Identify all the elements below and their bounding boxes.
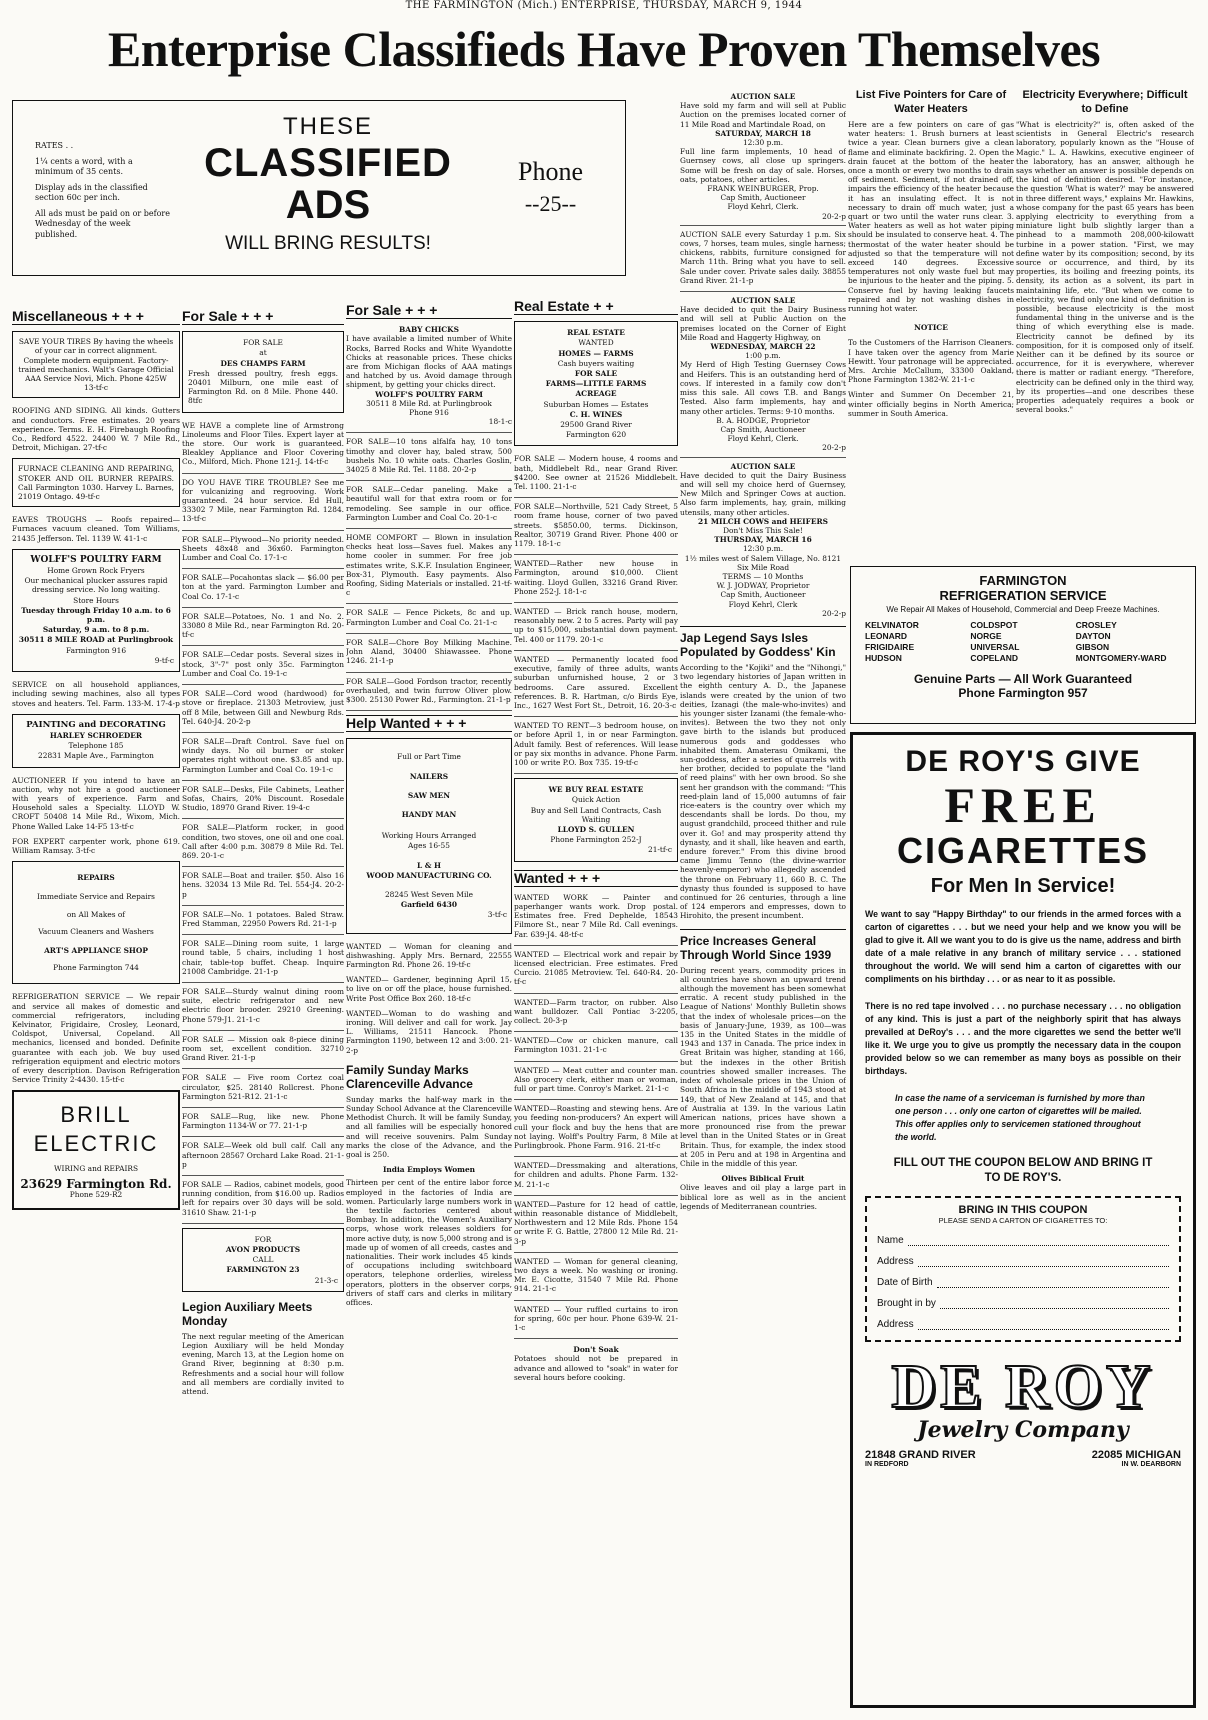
- refrig-brand: UNIVERSAL: [970, 642, 1020, 652]
- refrigeration-service-ad: [850, 566, 1196, 724]
- classified-ad: FOR SALE—Cord wood (hardwood) for stove or fireplace. 21303 Metroview, just off 8 Mile, between Gill and Newburg Rds. Tel. 640-J4. 20-2-p: [182, 689, 344, 726]
- legion-article-body: The next regular meeting of the American Legion Auxiliary will be held Monday evening, March 13, at the Legion home on Grand River, beginning at 8:30 p.m. Refreshments and a social hour will follow and all members are cordially invited to attend.: [182, 1331, 344, 1397]
- column-water-heaters: [848, 86, 1014, 566]
- deroy-logo: DE ROY: [891, 1353, 1155, 1421]
- column-miscellaneous: [12, 310, 180, 1710]
- wines-real-estate-ad: REAL ESTATE WANTED HOMES — FARMS Cash buyers waiting FOR SALE FARMS—LITTLE FARMS ACREAGE Suburban Homes — Estates C. H. WINES 29500 Grand River Farmington 620: [514, 321, 678, 446]
- deroy-address-2-area: IN W. DEARBORN: [1121, 1461, 1181, 1468]
- classified-ad: FOR SALE—Pocahontas slack — $6.00 per ton at the yard. Farmington Lumber and Coal Co. 17-1-c: [182, 573, 344, 601]
- column-auctions: [680, 92, 846, 1710]
- legion-article-title: Legion Auxiliary Meets Monday: [182, 1299, 313, 1328]
- classified-ad: DO YOU HAVE TIRE TROUBLE? See me for vulcanizing and regrooving. Work guaranteed. 24 hour service. Ed Hull, 33302 7 Mile, near Farmington Rd. 1284. 13-tf-c: [182, 477, 344, 524]
- deroy-free: FREE: [944, 777, 1102, 833]
- classified-ad: FOR SALE—Rug, like new. Phone Farmington 1134-W or 77. 21-1-p: [182, 1112, 344, 1131]
- classified-ad: FOR SALE—Cedar paneling. Make a beautiful wall for that extra room or for remodeling. See sample in our office. Farmington Lumber and Coal Co. 20-1-c: [346, 485, 512, 522]
- classified-ad: WANTED—Woman to do washing and ironing. Will deliver and call for work. Jay L. Williams, 21511 Hancock. Phone Farmington 1190, between 12 and 3:00. 21-2-p: [346, 1008, 512, 1055]
- classified-ad: FOR SALE—Potatoes, No. 1 and No. 2. 33080 8 Mile Rd., near Farmington Rd. 20-tf-c: [182, 611, 344, 640]
- rates-line: 1¼ cents a word, with a minimum of 35 cents.: [35, 156, 133, 176]
- classified-ad: FOR SALE—Cedar posts. Several sizes in stock, 3"-7" post only 35c. Farmington Lumber and Coal Co. 19-1-c: [182, 650, 344, 678]
- classified-ad: FOR SALE—10 tons alfalfa hay, 10 tons timothy and clover hay, baled straw, 500 bushels No. 10 white oats. Charles Goslin, 34025 8 Mile Rd. Tel. 1188. 20-2-p: [346, 437, 512, 475]
- section-head-misc: Miscellaneous + + +: [12, 310, 180, 325]
- classified-ad: WANTED — Permanently located food executive, family of three adults, wants suburban unfurnished house, 2 or 3 bedrooms. Care assured. Excellent references. B. R. Hartman, c/o Birds Eye, Inc., 1627 West Fort St., Detroit, 16. 20-3-c: [514, 654, 678, 710]
- brill-electric-ad: BRILL ELECTRIC WIRING and REPAIRS 23629 Farmington Rd. Phone 529-R2: [12, 1090, 180, 1210]
- deroy-addresses: [865, 1449, 1181, 1468]
- notice-title: NOTICE: [914, 323, 948, 333]
- winter-summer-note: Winter and Summer On December 21, winter officially begins in North America; summer in South America.: [848, 390, 1014, 418]
- family-article-body: Sunday marks the half-way mark in the Sunday School Advance at the Clarenceville Methodist Church. It will be family Sunday, and all families will be especially honored and will receive souvenirs. Palm Sunday marks the close of the Advance, and the goal is 250.: [346, 1094, 512, 1159]
- classified-ad: FOR SALE—Platform rocker, in good condition, two stoves, one oil and one coal. Call after 4:00 p.m. 30879 8 Mile Rd. Tel. 869. 20-1-c: [182, 823, 344, 860]
- classified-ad: FOR SALE — Five room Cortez coal circulator, $25. 28140 Rollcrest. Phone Farmington 521-R12. 21-1-c: [182, 1073, 344, 1101]
- classified-ad: FOR SALE — Mission oak 8-piece dining room set, excellent condition. 32710 Grand River. 21-1-p: [182, 1034, 344, 1063]
- page-banner: Enterprise Classifieds Have Proven Themselves: [107, 21, 1101, 77]
- coupon-field[interactable]: [877, 1319, 1169, 1330]
- deroy-address-2: 22085 MICHIGAN: [1091, 1449, 1181, 1461]
- classified-ad: WANTED — Electrical work and repair by licensed electrician. Free estimates. Fred Curcio. 21085 Metroview. Tel. 640-R4. 20-tf-c: [514, 949, 678, 987]
- rates-title: RATES . .: [35, 141, 74, 150]
- classified-ad: FOR EXPERT carpenter work, phone 619. William Ramsay. 3-tf-c: [12, 836, 180, 855]
- classified-ad: WANTED — Brick ranch house, modern, reasonably new. 2 to 5 acres. Party will pay up to $15,000, substantial down payment. Tel. 400 or 1179. 20-1-c: [514, 607, 678, 644]
- classified-ad: FOR SALE—Chore Boy Milking Machine. John Aland, 30400 Shiawassee. Phone 1246. 21-1-p: [346, 637, 512, 666]
- coupon-field[interactable]: [877, 1235, 1169, 1246]
- coupon-field-label: Brought in by: [877, 1298, 936, 1309]
- coupon-field[interactable]: [877, 1256, 1169, 1267]
- coupon-field-label: Address: [877, 1256, 914, 1267]
- coupon-field-label: Date of Birth: [877, 1277, 933, 1288]
- classified-ad: WANTED—Dressmaking and alterations, for children and adults. Phone Farm. 132-M. 21-1-c: [514, 1161, 678, 1189]
- classified-ad: WANTED—Roasting and stewing hens. Are you feeding non-producers? An expert will cull your flock and buy the hens that are not laying. Wolff's Poultry Farm, 8 Mile at Purlingbrook. Phone Farm. 916. 21-tf-c: [514, 1104, 678, 1151]
- price-article-body: During recent years, commodity prices in all countries have shown an upward trend although the movement has been somewhat erratic. A recent study published in the League of Nations' Monthly Bulletin shows that the index of wholesale prices—on the basis of January-June, 1939, as 100—was 135 in the United States in the middle of 1943 and 137 in Canada. The price index in Great Britain was higher, standing at 166, but the indexes in the other British countries showed smaller increases. The index of wholesale prices in the Union of South Africa in the middle of 1943 stood at 149, that of New Zealand at 145, and that of Australia at 139. In the various Latin American nations, prices have shown a more pronounced rise from the prewar level than in the United States or in Great Britain. Thus, for example, the index stood at 205 in Peru and at 198 in Argentina and Chile in the middle of this year.: [680, 965, 846, 1168]
- coupon-sub: PLEASE SEND A CARTON OF CIGARETTES TO:: [938, 1216, 1108, 1225]
- classified-ad: FOR SALE—Draft Control. Save fuel on windy days. No oil burner or stoker operates right without one. $3.85 and up. Farmington Lumber and Coal Co. 19-1-c: [182, 736, 344, 774]
- auction-ad-3: AUCTION SALE Have decided to quit the Dairy Business and will sell at Public Auction on the premises located on the Corner of Eight Mile Road and Haggerty Highway, on WEDNESDAY, MARCH 22 1:00 p.m. My Herd of High Testing Guernsey Cows and Heifers. This is an outstanding herd of cows. If interested in a family cow don't miss this sale. All cows T.B. and Bangs Tested. Also farm implements, hay and many other articles. Terms: 9-10 months. B. A. HODGE, Proprietor Cap Smith, Auctioneer Floyd Kehrl, Clerk. 20-2-p: [680, 296, 846, 453]
- section-head-forsale1: For Sale + + +: [182, 310, 344, 325]
- auction-ad-1: AUCTION SALE Have sold my farm and will sell at Public Auction on the premises located corner of 11 Mile Road and Martindale Road, on SATURDAY, MARCH 18 12:30 p.m. Full line farm implements, 10 head of Guernsey cows, all close up springers. Some will be fresh on day of sale. Horses, oats, potatoes, other articles. FRANK WEINBURGER, Prop. Cap Smith, Auctioneer Floyd Kehrl, Clerk. 20-2-p: [680, 92, 846, 221]
- tires-ad: SAVE YOUR TIRES By having the wheels of your car in correct alignment. Complete modern equipment. Factory-trained mechanics. Walt's Garage Official AAA Service Novi, Mich. Phone 425W 13-tf-c: [12, 331, 180, 398]
- coupon-field-line[interactable]: [918, 1256, 1169, 1267]
- column-for-sale-2: [346, 304, 512, 1710]
- classified-ad: AUCTIONEER If you intend to have an auction, why not hire a good auctioneer with years of experience. Farm and Household sales a Specialty. LLOYD W. CROFT 50408 14 Mile Rd., Wixom, Mich. Phone Walled Lake 14-F5 13-tf-c: [12, 775, 180, 831]
- coupon-fields: [877, 1235, 1169, 1330]
- classified-ad: FOR SALE—Sturdy walnut dining room suite, electric refrigerator and new electric floor brooder. 29210 Greening. Phone 579-J1. 21-1-c: [182, 986, 344, 1024]
- phone-number: --25--: [524, 191, 577, 216]
- jap-article-body: According to the "Kojiki" and the "Nihongi," two legendary histories of Japan written in the eighth century A. D., the Japanese islands were created by the union of two deities, Izanagi (the male-who-invites) and his younger sister Izanami (the female-who-invites). Between the two they not only gave birth to the islands but produced numerous gods and goddesses who inhabited them. Amaterasu Omikami, the sun-goddess, after a series of quarrels with her brother, decided to populate the "land of reed plains" with her own brood. So she sent her grandson with the command: "This reed-plain land of 15,000 autumns of fair rice-eaters is the country over which my descendants shall be lords. Do thou, my august grandchild, proceed thither and rule over it. Go! and may prosperity attend thy dynasty, and it shall, like heaven and earth, endure forever." From this divine brood came Jimmu Tenno (the divine-warrior heavenly-emperor) who allegedly ascended the throne on February 11, 660 B. C. The dynasty thus founded is supposed to have continued for 26 centuries, through a line of 124 emperors and empresses, down to Hirohito, the present incumbent.: [680, 662, 846, 921]
- phone-box: [476, 100, 626, 276]
- coupon-field-label: Address: [877, 1319, 914, 1330]
- refrig-footer-1: Genuine Parts — All Work Guaranteed: [913, 672, 1133, 686]
- refrig-brand: COPELAND: [970, 653, 1019, 663]
- deroy-address-1-area: IN REDFORD: [865, 1461, 909, 1468]
- painting-ad: PAINTING and DECORATING HARLEY SCHROEDER Telephone 185 22831 Maple Ave., Farmington: [12, 714, 180, 768]
- classified-ad: FOR SALE — Modern house, 4 rooms and bath, Middlebelt Rd., near Grand River. $4200. See owner at 21526 Middlebelt. Tel. 1100. 21-1-c: [514, 454, 678, 492]
- coupon-field-label: Name: [877, 1235, 904, 1246]
- deroy-for-men: For Men In Service!: [930, 875, 1116, 897]
- classified-ad: FOR SALE—Plywood—No priority needed. Sheets 48x48 and 36x60. Farmington Lumber and Coal Co. 17-1-c: [182, 534, 344, 563]
- deroy-fill-coupon: FILL OUT THE COUPON BELOW AND BRING IT TO DE ROY'S.: [893, 1157, 1153, 1184]
- deroy-paragraph-3: In case the name of a serviceman is furnished by more than one person . . . only one carton of cigarettes will be mailed. This offer applies only to servicemen stationed throughout the world.: [895, 1093, 1145, 1142]
- refrig-brand: GIBSON: [1075, 642, 1110, 652]
- classified-ad: FOR SALE—Northville, 521 Cady Street, 5 room frame house, corner of two paved streets. $5850.00, terms. Dickinson, Realtor, 30719 Grand River. Phone 400 or 1179. 18-1-c: [514, 502, 678, 549]
- classified-ad: WANTED—Farm tractor, on rubber. Also want bulldozer. Call Pontiac 3-2205, collect. 20-3-p: [514, 997, 678, 1025]
- notice-body: To the Customers of the Harrison Cleaners. I have taken over the agency from Marie Hewitt. Your patronage will be appreciated. Mrs. Archie McCallum, 33300 Oakland, Phone Farmington 1382-W. 21-1-c: [848, 338, 1014, 385]
- classified-ad: FOR SALE—Good Fordson tractor, recently overhauled, and twin furrow Oliver plow. $300. 25130 Power Rd., Farmington. 21-1-p: [346, 676, 512, 704]
- forsale-list-2: [346, 437, 512, 711]
- classified-ad: FOR SALE—Dining room suite, 1 large round table, 5 chairs, including 1 host chair, table-top buffet. Cheap. Inquire 21008 Cambridge. 21-1-p: [182, 939, 344, 976]
- jap-article-title: Jap Legend Says Isles Populated by Goddess' Kin: [680, 626, 846, 659]
- classified-ad: WE HAVE a complete line of Armstrong Linoleums and Floor Tiles. Expert layer at the store. Our work is guaranteed. Bleakley Appliance and Floor Covering Co., Milford, Mich. Phone 121-J. 14-tf-c: [182, 420, 344, 467]
- classified-word: CLASSIFIED: [204, 141, 452, 185]
- water-heater-body: Here are a few pointers on care of gas water heaters: 1. Brush burners at least twice a year. Clean burners give a clean flame and eliminate backfiring. 2. Open the drain faucet at the bottom of the heater once a month or every two months to drain off sediment. Sediment, if not drained off, impairs the efficiency of the heater because it has an insulating effect. It is not necessary to drain off much water, just a quart or two until the water runs clear. 3. Water heaters as well as hot water piping should be insulated to conserve heat. 4. The thermostat of the water heater should be adjusted so that the temperature will not exceed 140 degrees. Excessive temperatures not only waste fuel but may be injurious to the heater and the piping. 5. Conserve fuel by having leaking faucets repaired and by not washing dishes in running hot water.: [848, 120, 1014, 314]
- olive-article-title: Olives Biblical Fruit: [721, 1174, 805, 1184]
- deroy-headline: DE ROY'S GIVE: [905, 745, 1141, 778]
- phone-label: Phone: [518, 157, 583, 186]
- refrig-brand: NORGE: [970, 631, 1002, 641]
- page-folio: THE FARMINGTON (Mich.) ENTERPRISE, THURSDAY, MARCH 9, 1944: [405, 0, 803, 11]
- dont-soak-title: Don't Soak: [573, 1345, 619, 1355]
- classified-ad: WANTED — Meat cutter and counter man. Also grocery clerk, either man or woman, full or part time. Conroy's Market. 21-1-c: [514, 1065, 678, 1093]
- deroy-paragraph-2: There is no red tape involved . . . no purchase necessary . . . no obligation of any kind. This is just a part of the neighborly spirit that has always prevailed at DeRoy's . . . and the more cigarettes we send the better we'll like it. We urge you to give us promptly the necessary data in the coupon provided below so we can remember as many boys as possible on their birthdays.: [865, 1001, 1181, 1076]
- classified-ad: WANTED — Woman for general cleaning, two days a week. No washing or ironing. Mr. E. Cicotte, 31540 7 Mile Rd. Phone 914. 21-1-c: [514, 1256, 678, 1294]
- wanted-list: [514, 893, 678, 1340]
- classified-ad: FOR SALE—Week old bull calf. Call any afternoon 28567 Orchard Lake Road. 21-1-p: [182, 1141, 344, 1169]
- forsale-list: [182, 421, 344, 1224]
- refrig-title-2: REFRIGERATION SERVICE: [939, 588, 1107, 603]
- coupon-field-line[interactable]: [937, 1277, 1169, 1288]
- classified-ad: FOR SALE—Desks, File Cabinets, Leather Sofas, Chairs, 20% Discount. Rosedale Studio, 18970 Grand River. 19-4-c: [182, 784, 344, 813]
- india-article-title: India Employs Women: [382, 1165, 476, 1175]
- refrig-brand: KELVINATOR: [865, 620, 919, 630]
- auction-ad-4: AUCTION SALE Have decided to quit the Dairy Business and will sell my choice herd of Guernsey, New Milch and Springer Cows at auction. Also farm implements, hay, grain, milking utensils, many other articles. 21 MILCH COWS and HEIFERS Don't Miss This Sale! THURSDAY, MARCH 16 12:30 p.m. 1½ miles west of Salem Village, No. 8121 Six Mile Road TERMS — 10 Months W. J. JODWAY, Proprietor Cap Smith, Auctioneer Floyd Kehrl, Clerk 20-2-p: [680, 461, 846, 618]
- classified-ad: WANTED — Woman for cleaning and dishwashing. Apply Mrs. Bernard, 22555 Farmington Rd. Phone 26. 19-tf-c: [346, 941, 512, 969]
- family-article-title: Family Sunday Marks Clarenceville Advance: [346, 1062, 473, 1091]
- section-head-help: Help Wanted + + +: [346, 715, 512, 732]
- classified-ads: ADS: [285, 183, 371, 227]
- deroy-address-1: 21848 GRAND RIVER: [865, 1449, 976, 1461]
- deschamps-ad: FOR SALE at DES CHAMPS FARM Fresh dressed poultry, fresh eggs. 20401 Milburn, one mile east of Farmington Rd. on 8 Mile. Phone 440. 8tfc: [182, 331, 344, 412]
- classified-ad: REFRIGERATION SERVICE — We repair and service all makes of domestic and commercial refrigerators, including Kelvinator, Frigidaire, Crosley, Leonard, Coldspot, Universal, Copeland. All mechanics, licensed and bonded. Definite guarantee with each job. We buy used refrigeration equipment and electric motors of every description. Davison Refrigeration Service Trinity 2-4430. 15-tf-c: [12, 992, 180, 1085]
- classified-ad: FOR SALE—Boat and trailer. $50. Also 16 hens. 32034 13 Mile Rd. Tel. 554-J4. 20-2-p: [182, 871, 344, 899]
- furnace-ad: FURNACE CLEANING AND REPAIRING, STOKER AND OIL BURNER REPAIRS. Call Farmington 1030. Harvey L. Barnes, 21019 Ontago. 49-tf-c: [12, 458, 180, 507]
- coupon-field-line[interactable]: [908, 1235, 1169, 1246]
- classified-promo-box: [180, 100, 476, 276]
- gullen-ad: WE BUY REAL ESTATE Quick Action Buy and Sell Land Contracts, Cash Waiting LLOYD S. GULLEN Phone Farmington 252-J 21-tf-c: [514, 778, 678, 861]
- classified-ad: AUCTION SALE every Saturday 1 p.m. Six cows, 7 horses, team mules, single harness; chickens, rabbits, furniture consigned for March 11th. Bring what you have to sell. Sale under cover. Private sales daily. 38855 Grand River. 21-1-p: [680, 229, 846, 285]
- dont-soak-body: Potatoes should not be prepared in advance and allowed to "soak" in water for several hours before cooking.: [514, 1354, 678, 1382]
- refrig-sub: We Repair All Makes of Household, Commercial and Deep Freeze Machines.: [886, 605, 1160, 614]
- olive-article-body: Olive leaves and oil play a large part in biblical lore as well as in the ancient legends of Mediterranean countries.: [680, 1183, 846, 1211]
- rates-line: All ads must be paid on or before Wednesday of the week published.: [35, 208, 170, 239]
- classified-ad: FOR SALE—No. 1 potatoes. Baled Straw. Fred Stamman, 22950 Powers Rd. 21-1-p: [182, 909, 344, 928]
- refrig-brand-grid: [859, 620, 1187, 664]
- classified-ad: FOR SALE — Fence Pickets, 8c and up. Farmington Lumber and Coal Co. 21-1-c: [346, 608, 512, 627]
- classified-ad: ROOFING AND SIDING. All kinds. Gutters and conductors. Free estimates. 20 years experience. Terms. E. H. Firebaugh Roofing Co., Redford 4522. 24400 W. 7 Mile Rd., Detroit, Michigan. 27-tf-c: [12, 406, 180, 453]
- classified-ad: SERVICE on all household appliances, including sewing machines, also all types stoves and heaters. Tel. Farm. 133-M. 17-4-p: [12, 680, 180, 708]
- deroy-cigarettes-ad: [850, 732, 1196, 1708]
- coupon-field[interactable]: [877, 1277, 1169, 1288]
- classified-ad: WANTED— Gardener, beginning April 15, to live on or off the place, house furnished. Write Post Office Box 260. 18-tf-c: [346, 975, 512, 1003]
- refrig-brand: FRIGIDAIRE: [865, 642, 915, 652]
- water-heater-title: List Five Pointers for Care of Water Heaters: [855, 89, 1007, 115]
- classified-ad: HOME COMFORT — Blown in insulation checks heat loss—Saves fuel. Makes any home cooler in summer. For free job estimates write, S.K.F. Insulation Engineer, Box-31, Plymouth. Easy payments. Also Roofing, Siding Materials or installed. 21-tf-c: [346, 533, 512, 598]
- deroy-coupon: [865, 1196, 1181, 1342]
- refrig-brand: MONTGOMERY-WARD: [1075, 653, 1167, 663]
- wolff-poultry-ad: WOLFF'S POULTRY FARM Home Grown Rock Fryers Our mechanical plucker assures rapid dressing service. No long waiting. Store Hours Tuesday through Friday 10 a.m. to 6 p.m. Saturday, 9 a.m. to 8 p.m. 30511 8 MILE ROAD at Purlingbrook Farmington 916 9-tf-c: [12, 549, 180, 672]
- india-article-body: Thirteen per cent of the entire labor force employed in the factories of India are women. Particularly large numbers work in the textile factories centered about Bombay. In addition, the Women's Auxiliary corps, whose work releases soldiers for more active duty, is now 5,000 strong and is made up of women of all creeds, castes and nationalities. Their work includes 45 kinds of occupations including switchboard operators, telephone orderlies, wireless operators, plotters in the observer corps, drivers of staff cars and clerks in military offices.: [346, 1178, 512, 1308]
- wood-mfg-ad: Full or Part Time NAILERS SAW MEN HANDY MAN Working Hours Arranged Ages 16-55 L & H WOOD MANUFACTURING CO. 28245 West Seven Mile Garfield 6430 3-tf-c: [346, 738, 512, 933]
- refrig-brand: HUDSON: [865, 653, 902, 663]
- coupon-field[interactable]: [877, 1298, 1169, 1309]
- classified-ad: WANTED TO RENT—3 bedroom house, on or before April 1, in or near Farmington. Adult family. Best of references. Will lease or pay six months in advance. Phone Farm. 100 or write P.O. Box 735. 19-tf-c: [514, 721, 678, 767]
- realestate-list: [514, 454, 678, 774]
- rates-box: [12, 100, 180, 276]
- classified-these: THESE: [282, 113, 373, 140]
- avon-ad: FOR AVON PRODUCTS CALL FARMINGTON 23 21-3-c: [182, 1228, 344, 1292]
- repairs-ad: REPAIRS Immediate Service and Repairs on All Makes of Vacuum Cleaners and Washers ART'S APPLIANCE SHOP Phone Farmington 744: [12, 861, 180, 984]
- column-for-sale-1: [182, 310, 344, 1710]
- rates-line: Display ads in the classified section 60c per inch.: [35, 182, 148, 202]
- column-real-estate: [514, 300, 678, 1710]
- deroy-paragraph-1: We want to say "Happy Birthday" to our friends in the armed forces with a carton of cigarettes . . . but we need your help and we know you will be glad to give it. All we want you to do is give us the name, address and birth date of a male relative in any branch of military service . . . stationed throughout the world. We will send him a carton of cigarettes with our compliments on his birthday . . . or as near to it as possible.: [865, 909, 1181, 984]
- deroy-logo-sub: Jewelry Company: [917, 1417, 1129, 1443]
- classified-ad: WANTED—Pasture for 12 head of cattle, within reasonable distance of Middlebelt, Northwestern and 12 Mile Rds. Phone 154 or write F. G. Battle, 27800 12 Mile Rd. 21-3-p: [514, 1199, 678, 1246]
- refrig-brand: DAYTON: [1075, 631, 1111, 641]
- section-head-wanted: Wanted + + +: [514, 870, 678, 887]
- section-head-forsale2: For Sale + + +: [346, 304, 512, 319]
- refrig-brand: CROSLEY: [1075, 620, 1117, 630]
- coupon-field-line[interactable]: [940, 1298, 1169, 1309]
- classified-ad: WANTED—Cow or chicken manure, call Farmington 1031. 21-1-c: [514, 1036, 678, 1055]
- babychicks-ad: BABY CHICKS I have available a limited number of White Rocks, Barred Rocks and White Wyandotte Chicks at reasonable prices. These chicks are from Michigan flocks of AAA matings and hatched by us. Avoid damage through shipment, by getting your chicks direct. WOLFF'S POULTRY FARM 30511 8 Mile Rd. at Purlingbrook Phone 916 18-1-c: [346, 325, 512, 427]
- electricity-body: "What is electricity?" is, often asked of the scientists in General Electric's research laboratory, popularly known as the "House of Magic." L. A. Hawkins, executive engineer of the laboratory, has an answer, although he says whether an answer is possible depends on the kind of definition desired. "For instance, the question 'What is water?' may be answered in three different ways," explains Mr. Hawkins, whose company for the past 65 years has been applying electricity to everything from a miniature light bulb slightly larger than a pinhead to a mammoth 208,000-kilowatt turbine in a power station. "First, we may define water by its composition; second, by its source or occurrence, and third, by its properties, its boiling and freezing points, its density, its action as a solvent, its part in maintaining life, etc. "But when we come to electricity, we find only one kind of definition is possible, because electricity is the most fundamental thing in the universe and is the thing of which everything else is made. Electricity cannot be defined by its composition, for it is composed only of itself. Neither can it be defined by its source or occurrence, for it is everywhere, wherever there is matter or radiant energy. "Therefore, electricity can be defined only in the third way, by its properties—and one describes these properties adequately requires a book or several books.": [1016, 120, 1194, 415]
- classified-ad: FOR SALE — Radios, cabinet models, good running condition, from $16.00 up. Radios left for repairs over 30 days will be sold. 31610 Shaw. 21-1-p: [182, 1180, 344, 1217]
- classified-ad: WANTED WORK — Painter and paperhanger wants work. Drop postal. Estimates free. Fred Dephelde, 18543 Filmore St., near 7 Mile Rd. Call evenings. Far. 639-J4. 48-tf-c: [514, 892, 678, 939]
- deroy-cigarettes: CIGARETTES: [896, 830, 1149, 871]
- price-article-title: Price Increases General Through World Since 1939: [680, 929, 846, 962]
- section-head-realestate: Real Estate + +: [514, 300, 678, 315]
- classified-ad: WANTED—Rather new house in Farmington, around $10,000. Client waiting. Lloyd Gullen, 33216 Grand River. Phone 252-J. 18-1-c: [514, 559, 678, 596]
- refrig-title-1: FARMINGTON: [979, 573, 1067, 588]
- refrig-brand: LEONARD: [865, 631, 908, 641]
- classified-ad: WANTED — Your ruffled curtains to iron for spring, 60c per hour. Phone 639-W. 21-1-c: [514, 1304, 678, 1333]
- coupon-title: BRING IN THIS COUPON: [958, 1204, 1088, 1216]
- classified-results: WILL BRING RESULTS!: [225, 233, 431, 254]
- classified-ad: EAVES TROUGHS — Roofs repaired—Furnaces vacuum cleaned. Tom Williams, 21435 Jefferson. Tel. 1139 W. 41-1-c: [12, 515, 180, 543]
- column-electricity: [1016, 86, 1194, 566]
- refrig-brand: COLDSPOT: [970, 620, 1018, 630]
- coupon-field-line[interactable]: [918, 1319, 1169, 1330]
- electricity-title: Electricity Everywhere; Difficult to Define: [1022, 89, 1188, 115]
- refrig-footer-2: Phone Farmington 957: [958, 686, 1088, 700]
